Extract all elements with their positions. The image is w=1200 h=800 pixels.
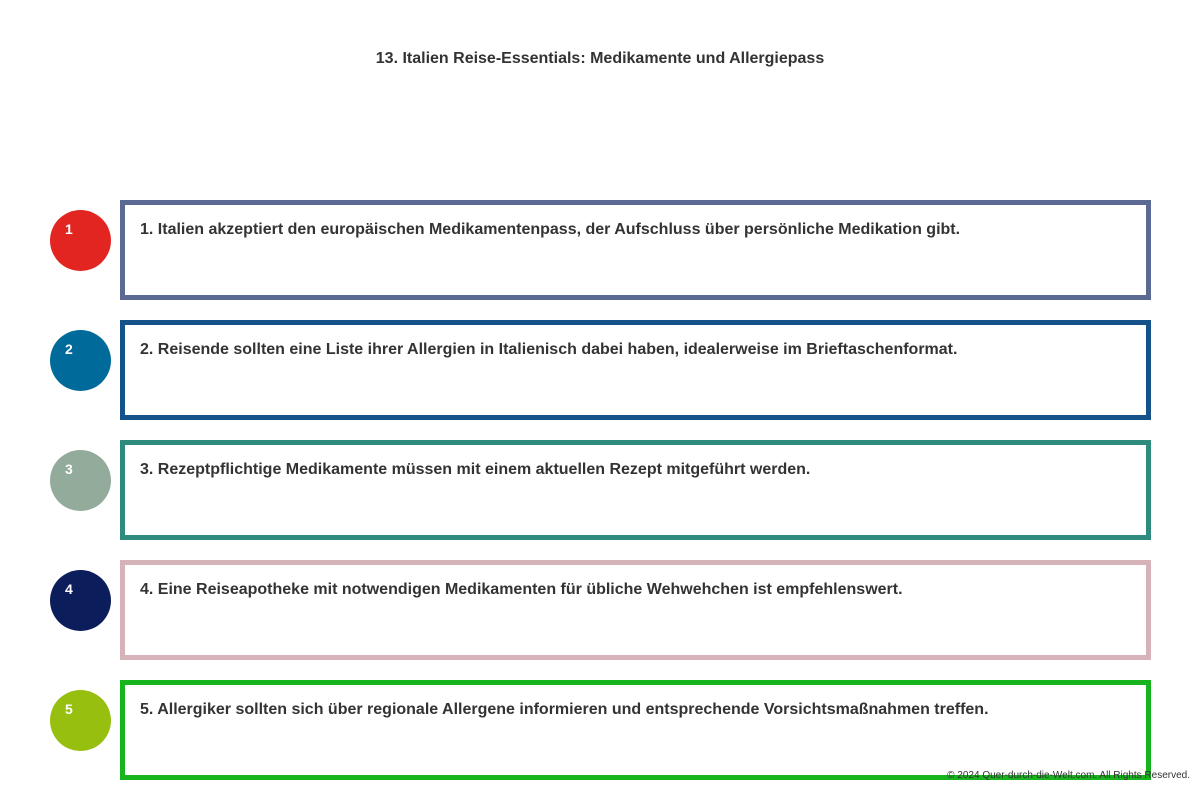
list-item: [0, 200, 1200, 300]
info-card-text: 2. Reisende sollten eine Liste ihrer Allergien in Italienisch dabei haben, idealerweise im Brieftaschenformat.: [140, 341, 958, 358]
number-badge: [50, 210, 111, 271]
info-card-text: 3. Rezeptpflichtige Medikamente müssen mit einem aktuellen Rezept mitgeführt werden.: [140, 461, 811, 478]
number-badge: [50, 570, 111, 631]
badge-number: 3: [65, 461, 73, 477]
list-item: [0, 680, 1200, 780]
copyright-footer: © 2024 Quer-durch-die-Welt.com. All Rights Reserved.: [947, 770, 1190, 781]
number-badge: [50, 450, 111, 511]
info-card-text: 1. Italien akzeptiert den europäischen Medikamentenpass, der Aufschluss über persönliche Medikation gibt.: [140, 221, 961, 238]
info-card-text: 5. Allergiker sollten sich über regionale Allergene informieren und entsprechende Vorsichtsmaßnahmen treffen.: [140, 701, 989, 718]
info-card: [120, 320, 1151, 420]
badge-number: 4: [65, 581, 73, 597]
badge-number: 2: [65, 341, 73, 357]
info-card-text: 4. Eine Reiseapotheke mit notwendigen Medikamenten für übliche Wehwehchen ist empfehlenswert.: [140, 581, 903, 598]
page-title: 13. Italien Reise-Essentials: Medikamente und Allergiepass: [375, 50, 825, 67]
info-card: [120, 560, 1151, 660]
list-item: [0, 440, 1200, 540]
badge-number: 5: [65, 701, 73, 717]
info-card: [120, 440, 1151, 540]
list-item: [0, 320, 1200, 420]
info-card: [120, 680, 1151, 780]
number-badge: [50, 330, 111, 391]
info-card: [120, 200, 1151, 300]
number-badge: [50, 690, 111, 751]
badge-number: 1: [65, 221, 73, 237]
list-item: [0, 560, 1200, 660]
